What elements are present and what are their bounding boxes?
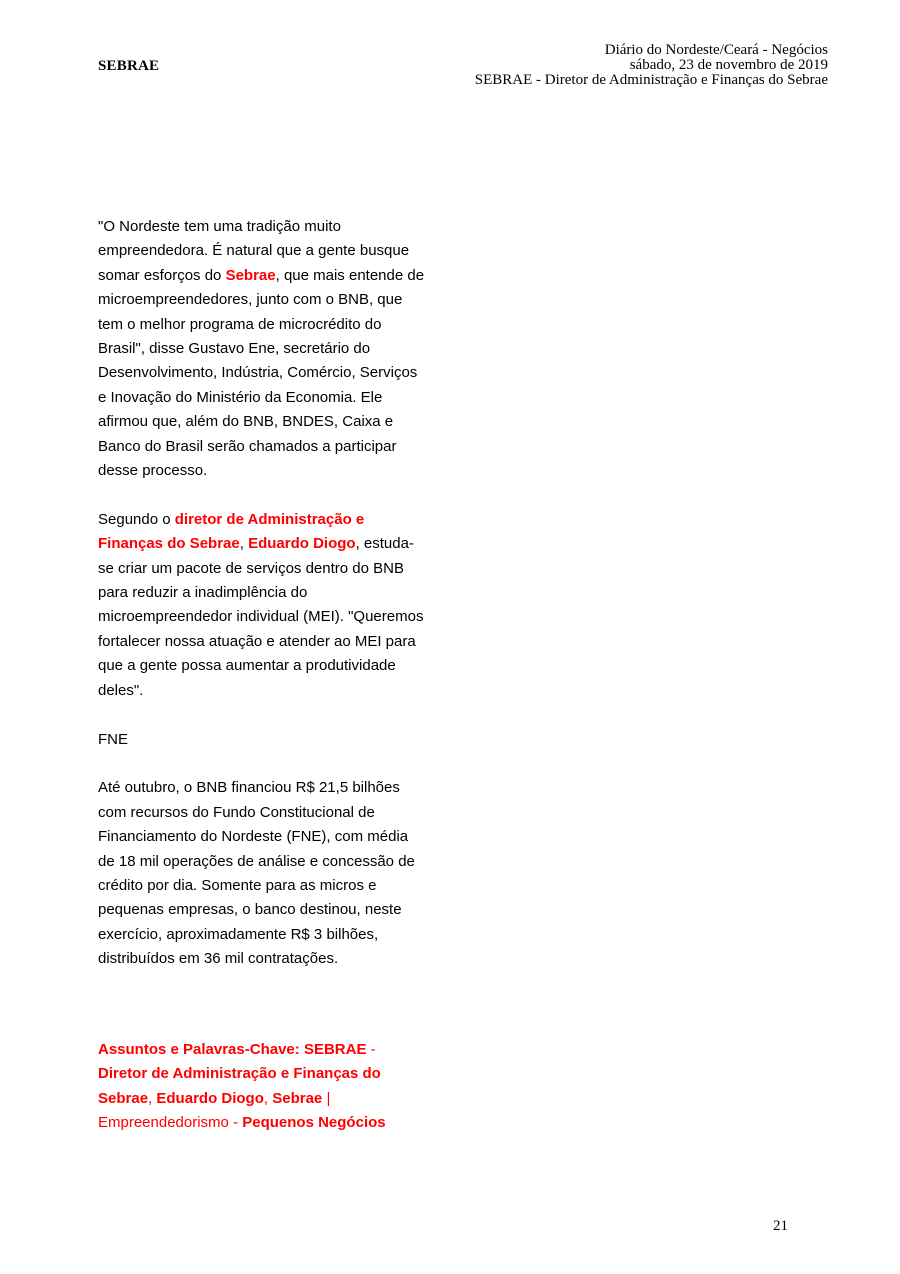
keyword-highlight: Sebrae (225, 266, 276, 284)
brand-label: SEBRAE (98, 58, 160, 74)
article-body (98, 215, 428, 996)
source-line: Diário do Nordeste/Ceará - Negócios (604, 42, 828, 58)
keyword: Sebrae (272, 1089, 323, 1107)
keyword: Pequenos Negócios (242, 1114, 386, 1132)
page-number: 21 (773, 1218, 788, 1234)
keyword: SEBRAE (303, 1041, 367, 1058)
date-line: sábado, 23 de novembro de 2019 (629, 57, 828, 73)
paragraph-3: Até outubro, o BNB financiou R$ 21,5 bilhões com recursos do Fundo Constitucional de Financiamento do Nordeste (FNE), com média de 18 mil operações de análise e concessão de crédito por dia. Somente para as micros e pequenas empresas, o banco destinou, neste exercício, aproximadamente R$ 3 bilhões, distribuídos em 36 mil contratações. (98, 779, 415, 968)
keyword-category: Empreendedorismo (98, 1114, 229, 1132)
subject-line: SEBRAE - Diretor de Administração e Finanças do Sebrae (474, 72, 828, 88)
paragraph-2: Segundo o diretor de Administração e Finanças do Sebrae, Eduardo Diogo, estuda-se criar um pacote de serviços dentro do BNB para reduzir a inadimplência do microempreendedor individual (MEI). "Queremos fortalecer nossa atuação e atender ao MEI para que a gente possa aumentar a produtividade deles". (98, 510, 424, 699)
document-meta (328, 43, 828, 88)
keywords-label: Assuntos e Palavras-Chave: (98, 1041, 300, 1058)
subheading: FNE (98, 730, 128, 748)
keyword-highlight: Eduardo Diogo (248, 535, 356, 553)
keyword: Diretor de Administração e Finanças do Sebrae (98, 1065, 381, 1107)
keyword-highlight: diretor de Administração e Finanças do Sebrae (98, 510, 365, 553)
paragraph-1: "O Nordeste tem uma tradição muito empreendedora. É natural que a gente busque somar esforços do Sebrae, que mais entende de microempreendedores, junto com o BNB, que tem o melhor programa de microcrédito do Brasil", disse Gustavo Ene, secretário do Desenvolvimento, Indústria, Comércio, Serviços e Inovação do Ministério da Economia. Ele afirmou que, além do BNB, BNDES, Caixa e Banco do Brasil serão chamados a participar desse processo. (98, 218, 425, 480)
keywords-block: Assuntos e Palavras-Chave: SEBRAE - Diretor de Administração e Finanças do Sebrae, Eduardo Diogo, Sebrae | Empreendedorismo - Pequenos Negócios (98, 1041, 386, 1132)
keyword: Eduardo Diogo (156, 1089, 264, 1107)
